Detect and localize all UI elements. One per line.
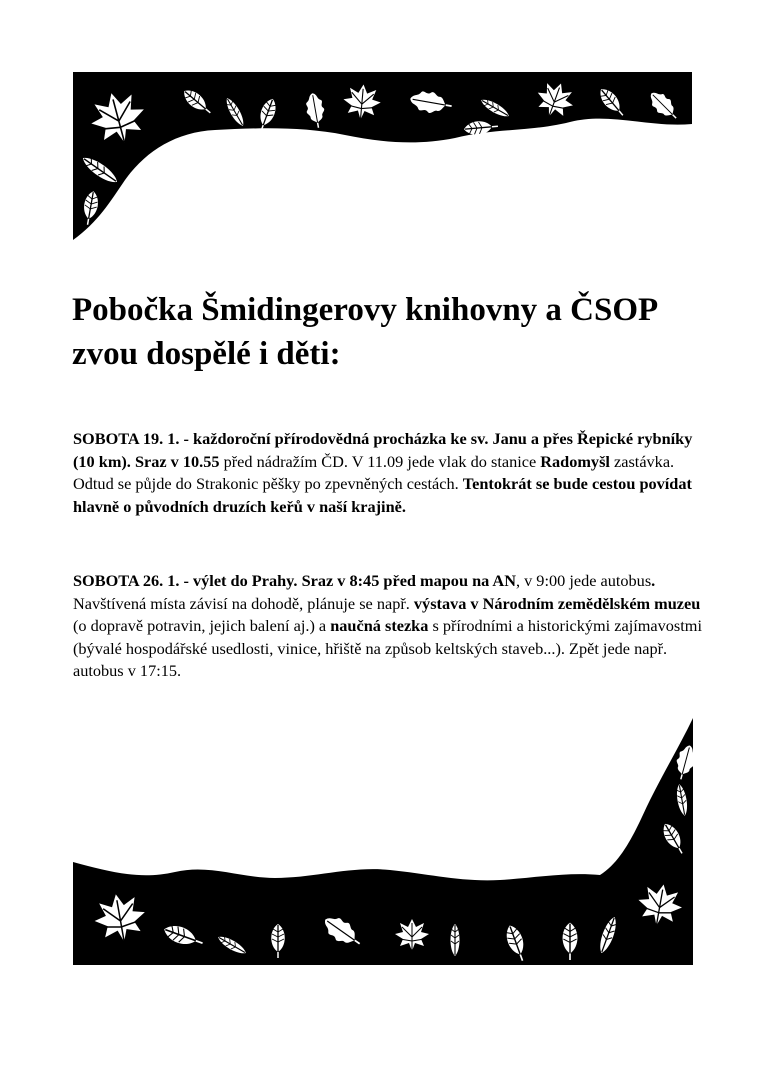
event-1-topic: Tentokrát se bude cestou povídat hlavně o původních druzích keřů v naší krajině. bbox=[73, 474, 692, 516]
top-border-band bbox=[73, 72, 692, 240]
event-1-heading: SOBOTA 19. 1. - každoroční přírodovědná procházka ke sv. Janu a přes Řepické rybníky (10 km). bbox=[73, 429, 693, 471]
event-1-meeting-time: Sraz v 10.55 bbox=[130, 451, 220, 471]
event-2-paragraph bbox=[73, 570, 703, 683]
event-1-station: Radomyšl bbox=[540, 451, 610, 471]
bottom-border-band bbox=[73, 718, 693, 965]
event-2-plan: Navštívená místa závisí na dohodě, plánuje se např. bbox=[73, 593, 414, 613]
event-1-route: zastávka. Odtud se půjde do Strakonic pěšky po zpevněných cestách. bbox=[73, 451, 675, 493]
event-1-paragraph bbox=[73, 428, 703, 518]
event-2-trail-details: s přírodními a historickými zajímavostmi (bývalé hospodářské usedlosti, vinice, hřiště na způsob keltských staveb...). Zpět jede např. autobus v 17:15. bbox=[73, 616, 702, 680]
event-1-train-info: před nádražím ČD. V 11.09 jede vlak do stanice bbox=[219, 451, 541, 471]
event-2-period: . bbox=[651, 571, 656, 590]
event-2-exhibition: výstava v Národním zemědělském muzeu bbox=[413, 593, 701, 613]
event-2-meeting-point: Sraz v 8:45 před mapou na AN bbox=[297, 571, 516, 590]
title-line-1: Pobočka Šmidingerovy knihovny a ČSOP bbox=[72, 292, 659, 328]
event-2-heading: SOBOTA 26. 1. - výlet do Prahy. bbox=[73, 571, 298, 590]
event-2-bus-time: , v 9:00 jede autobus bbox=[515, 571, 652, 590]
title-line-2: zvou dospělé i děti: bbox=[72, 336, 341, 372]
page-title bbox=[72, 288, 712, 376]
event-2-exhibition-note: (o dopravě potravin, jejich balení aj.) a bbox=[73, 616, 331, 635]
event-2-nature-trail: naučná stezka bbox=[330, 616, 429, 635]
